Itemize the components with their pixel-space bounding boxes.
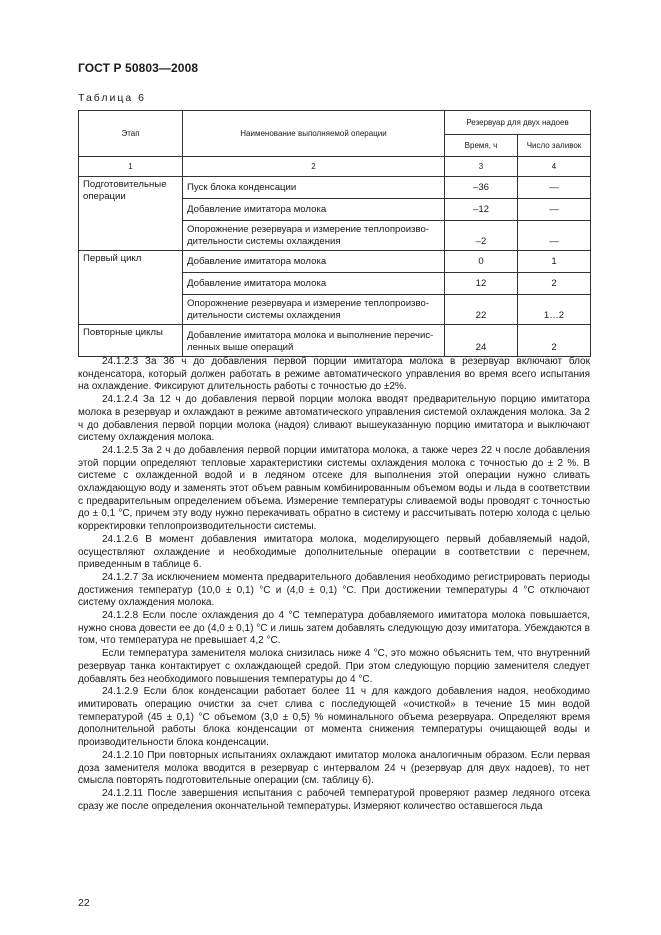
stage-cell: Первый цикл <box>79 251 183 325</box>
operation-cell: Добавление имитатора молока <box>183 251 445 273</box>
operation-cell: Опорожнение резервуара и измерение теплопроизводительности системы охлаждения <box>183 221 445 251</box>
table-row <box>79 177 591 199</box>
operation-cell: Добавление имитатора молока <box>183 199 445 221</box>
table-caption: Таблица 6 <box>78 92 146 104</box>
operation-cell: Добавление имитатора молока <box>183 273 445 295</box>
time-cell: 0 <box>445 251 518 273</box>
fills-cell: 1…2 <box>518 295 591 325</box>
fills-cell: 2 <box>518 325 591 357</box>
operation-cell: Добавление имитатора молока и выполнение перечисленных выше операций <box>183 325 445 357</box>
fills-cell: — <box>518 199 591 221</box>
time-cell: 24 <box>445 325 518 357</box>
table-row <box>79 325 591 357</box>
col-header-time: Время, ч <box>445 135 518 157</box>
paragraph: 24.1.2.8 Если после охлаждения до 4 °С температура добавляемого имитатора молока повышается, нужно снова довести ее до (4,0 ± 0,1) °С и лишь затем добавлять следующую дозу имитатора. Убеждаются в том, что температура не превышает 4,2 °С. <box>78 610 590 647</box>
paragraph: 24.1.2.3 За 36 ч до добавления первой порции имитатора молока в резервуар включают блок конденсатора, который должен работать в режиме автоматического управления во время всего испытания на охлаждение. Фиксируют длительность работы с точностью до ±2%. <box>78 356 590 393</box>
time-cell: 22 <box>445 295 518 325</box>
time-cell: –2 <box>445 221 518 251</box>
time-cell: –36 <box>445 177 518 199</box>
body-text <box>78 356 590 813</box>
paragraph: 24.1.2.11 После завершения испытания с рабочей температурой проверяют размер ледяного отсека сразу же после определения окончательной температуры. Измеряют количество оставшегося льда <box>78 787 590 812</box>
time-cell: –12 <box>445 199 518 221</box>
paragraph: 24.1.2.7 За исключением момента предварительного добавления необходимо регистрировать периоды достижения температур (10,0 ± 0,1) °С и (4,0 ± 0,1) °С. При достижении температуры 4 °С отключают систему охлаждения молока. <box>78 571 590 609</box>
stage-cell: Повторные циклы <box>79 325 183 357</box>
col-number: 4 <box>518 157 591 177</box>
fills-cell: — <box>518 177 591 199</box>
page-number: 22 <box>78 897 90 909</box>
fills-cell: 1 <box>518 251 591 273</box>
col-header-reservoir: Резервуар для двух надоев <box>445 111 591 135</box>
paragraph: 24.1.2.4 За 12 ч до добавления первой порции молока вводят предварительную порцию имитатора молока в резервуар и охлаждают в режиме автоматического управления системой охлаждения молока. За 2 ч до добавления первой порции молока (надоя) сливают вышеуказанную порцию имитатора и выключают систему охлаждения молока. <box>78 394 590 444</box>
paragraph: Если температура заменителя молока снизилась ниже 4 °С, это можно объяснить тем, что внутренний резервуар танка контактирует с охлаждающей средой. При этом следующую порцию заменителя следует добавлять без необходимого повышения температуры до 4 °С. <box>78 648 590 685</box>
col-header-operation: Наименование выполняемой операции <box>183 111 445 157</box>
fills-cell: — <box>518 221 591 251</box>
col-number: 2 <box>183 157 445 177</box>
col-header-stage: Этап <box>79 111 183 157</box>
operation-cell: Опорожнение резервуара и измерение теплопроизводительности системы охлаждения <box>183 295 445 325</box>
col-number: 3 <box>445 157 518 177</box>
paragraph: 24.1.2.6 В момент добавления имитатора молока, моделирующего первый добавляемый надой, осуществляют охлаждение и необходимые дополнительные операции в соответствии с перечнем, приведенным в таблице 6. <box>78 533 590 571</box>
fills-cell: 2 <box>518 273 591 295</box>
time-cell: 12 <box>445 273 518 295</box>
paragraph: 24.1.2.9 Если блок конденсации работает более 11 ч для каждого добавления надоя, необходимо имитировать операцию очистки за счет слива с последующей «очисткой» в течение 15 мин водой температурой (45 ± 0,1) °С объемом (3,0 ± 0,5) % номинального объема резервуара. Определяют время дополнительной работы блока конденсации от момента снижения температуры очищающей воды и производительности блока конденсации. <box>78 686 590 749</box>
document-header: ГОСТ Р 50803—2008 <box>78 61 199 75</box>
col-header-fills: Число заливок <box>518 135 591 157</box>
operation-cell: Пуск блока конденсации <box>183 177 445 199</box>
table-row <box>79 251 591 273</box>
paragraph: 24.1.2.10 При повторных испытаниях охлаждают имитатор молока аналогичным образом. Если первая доза заменителя молока вводится в резервуар с интервалом 24 ч (резервуар для двух надоев), то нет смысла повторять подготовительные операции (см. таблицу 6). <box>78 749 590 787</box>
col-number: 1 <box>79 157 183 177</box>
stage-cell: Подготовительные операции <box>79 177 183 251</box>
paragraph: 24.1.2.5 За 2 ч до добавления первой порции имитатора молока, а также через 22 ч после добавления этой порции определяют тепловые характеристики системы охлаждения молока с точностью до ± 2 %. В системе с охлажденной водой и в ледяном отсеке для выполнения этой операции нужно сливать охлаждающую воду и заменять этот объем равным комбинированным объемом воды и льда в соответствии с предварительным определением объема. Измерение температуры сливаемой воды проводят с точностью до ± 0,1 °С, причем эту воду нужно перекачивать обратно в систему и рассчитывать потерю холода с целью корректировки теплопроизводительности системы. <box>78 444 590 533</box>
table-6 <box>78 110 591 357</box>
